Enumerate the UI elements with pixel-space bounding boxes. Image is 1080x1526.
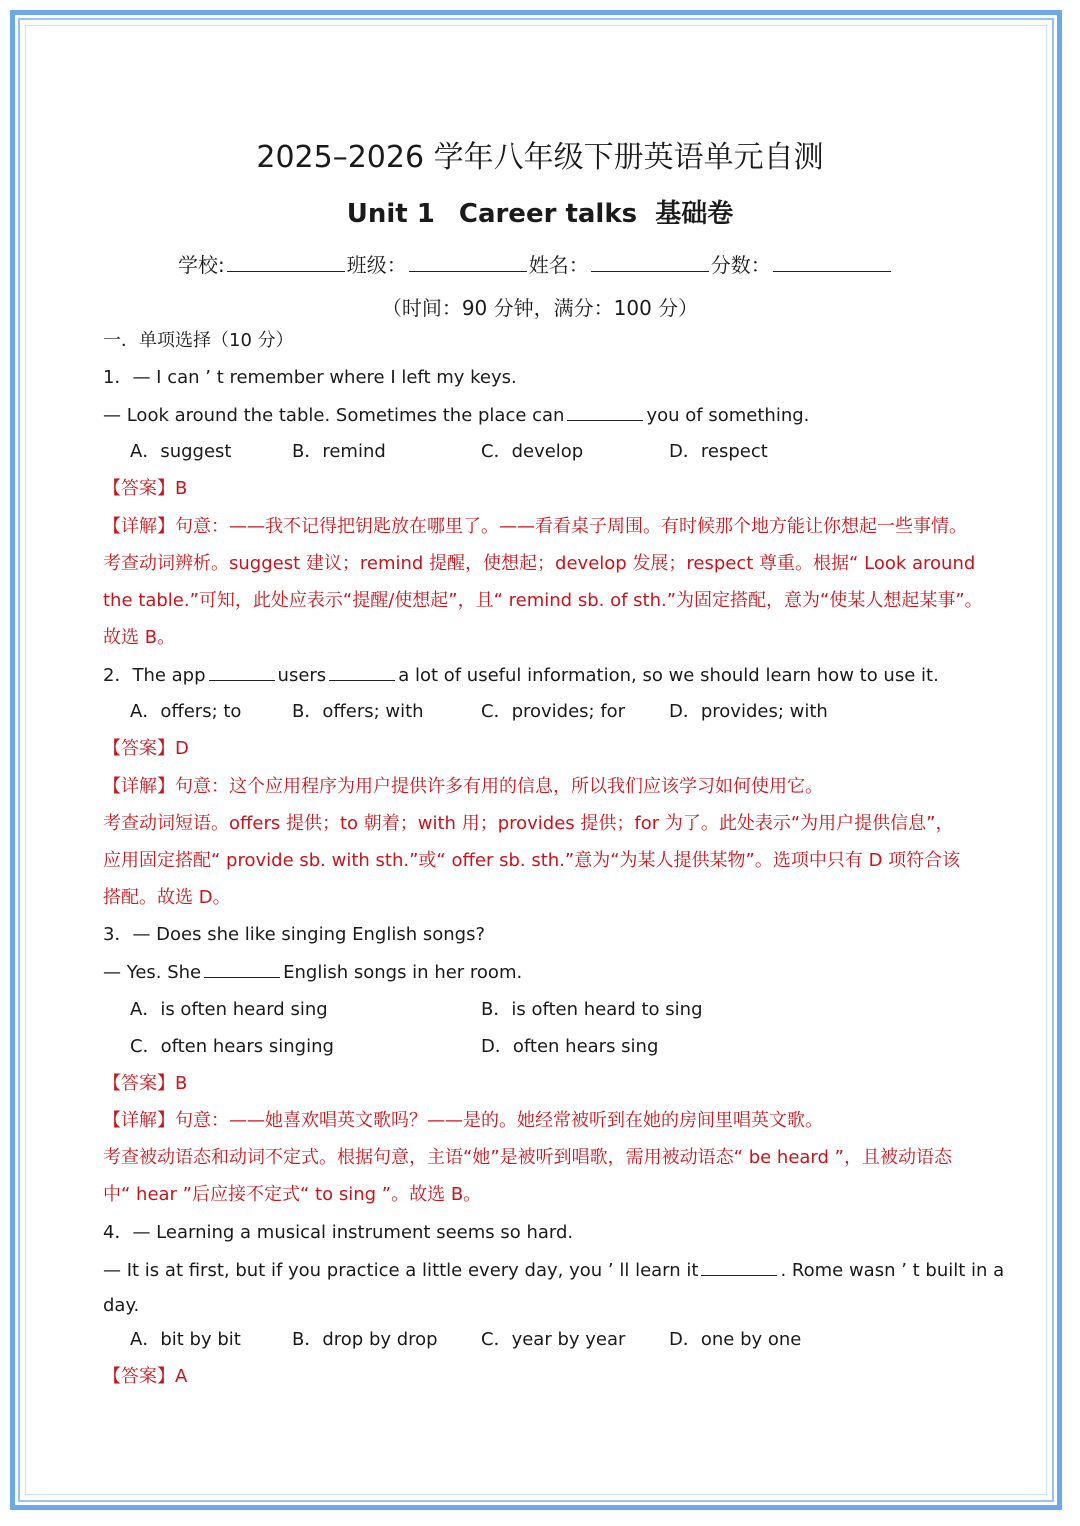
q1-line2-part-b: you of something. xyxy=(646,405,810,426)
q3-detail-line3: 中“ hear ”后应接不定式“ to sing ”。故选 B。 xyxy=(103,1184,482,1205)
q3-line1: 3．— Does she like singing English songs? xyxy=(103,924,486,945)
q1-line1: 1．— I can ’ t remember where I left my keys. xyxy=(103,367,517,388)
q2-blank-1 xyxy=(209,662,275,681)
q1-detail-line4: 故选 B。 xyxy=(103,627,176,648)
q3-line2 xyxy=(103,959,522,986)
q3-option-b: B．is often heard to sing xyxy=(481,999,703,1020)
q4-option-d: D．one by one xyxy=(669,1329,802,1350)
q4-option-a: A．bit by bit xyxy=(130,1329,241,1350)
q4-line2 xyxy=(103,1257,1004,1284)
unit-subtitle xyxy=(0,195,1080,233)
page-title: 2025–2026 学年八年级下册英语单元自测 xyxy=(256,140,824,175)
q4-line3: day. xyxy=(103,1295,140,1316)
school-blank xyxy=(227,251,345,272)
q3-line2-part-b: English songs in her room. xyxy=(283,962,523,983)
q4-answer: 【答案】A xyxy=(103,1366,188,1387)
unit-topic: Career talks xyxy=(458,199,638,229)
school-label: 学校: xyxy=(178,253,225,277)
q1-line2 xyxy=(103,402,809,429)
q3-option-c: C．often hears singing xyxy=(130,1036,334,1057)
q1-detail-line3: the table.”可知，此处应表示“提醒/使想起”，且“ remind sb. of sth.”为固定搭配，意为“使某人想起某事”。 xyxy=(103,590,983,611)
score-label: 分数： xyxy=(710,253,771,277)
q1-option-b: B．remind xyxy=(292,441,386,462)
score-blank xyxy=(773,251,891,272)
q1-line2-part-a: — Look around the table. Sometimes the place can xyxy=(103,405,565,426)
name-label: 姓名： xyxy=(528,253,589,277)
q2-option-a: A．offers; to xyxy=(130,701,242,722)
q3-detail-line2: 考查被动语态和动词不定式。根据句意，主语“她”是被听到唱歌，需用被动语态“ be heard ”，且被动语态 xyxy=(103,1147,952,1168)
q2-option-b: B．offers; with xyxy=(292,701,424,722)
unit-number: Unit 1 xyxy=(346,199,435,229)
q4-answer-blank xyxy=(701,1257,777,1276)
q2-line1-part-c: a lot of useful information, so we should learn how to use it. xyxy=(398,665,939,686)
q1-detail-line1: 【详解】句意：——我不记得把钥匙放在哪里了。——看看桌子周围。有时候那个地方能让你想起一些事情。 xyxy=(103,516,967,537)
q3-option-a: A．is often heard sing xyxy=(130,999,328,1020)
q2-line1-part-b: users xyxy=(277,665,327,686)
time-info: （时间：90 分钟，满分：100 分） xyxy=(381,296,699,320)
q3-answer-blank xyxy=(204,959,280,978)
q3-answer: 【答案】B xyxy=(103,1073,188,1094)
q1-answer-blank xyxy=(567,402,643,421)
q3-line2-part-a: — Yes. She xyxy=(103,962,202,983)
q2-line1-part-a: 2．The app xyxy=(103,665,206,686)
q1-option-a: A．suggest xyxy=(130,441,232,462)
paper-type: 基础卷 xyxy=(655,199,734,229)
q2-detail-line3: 应用固定搭配“ provide sb. with sth.”或“ offer sb. sth.”意为“为某人提供某物”。选项中只有 D 项符合该 xyxy=(103,850,961,871)
q1-option-d: D．respect xyxy=(669,441,768,462)
q4-line2-part-b: . Rome wasn ’ t built in a xyxy=(780,1260,1005,1281)
q2-answer: 【答案】D xyxy=(103,738,189,759)
q2-option-d: D．provides; with xyxy=(669,701,828,722)
q4-line1: 4．— Learning a musical instrument seems so hard. xyxy=(103,1222,574,1243)
q1-answer: 【答案】B xyxy=(103,478,188,499)
class-blank xyxy=(409,251,527,272)
name-blank xyxy=(591,251,709,272)
q4-line2-part-a: — It is at first, but if you practice a little every day, you ’ ll learn it xyxy=(103,1260,699,1281)
q2-blank-2 xyxy=(329,662,395,681)
section-heading: 一．单项选择（10 分） xyxy=(103,330,294,351)
q2-detail-line2: 考查动词短语。offers 提供；to 朝着；with 用；provides 提供；for 为了。此处表示“为用户提供信息”， xyxy=(103,813,954,834)
q1-option-c: C．develop xyxy=(481,441,584,462)
q3-detail-line1: 【详解】句意：——她喜欢唱英文歌吗？——是的。她经常被听到在她的房间里唱英文歌。 xyxy=(103,1110,823,1131)
class-label: 班级： xyxy=(346,253,407,277)
q3-option-d: D．often hears sing xyxy=(481,1036,659,1057)
q1-detail-line2: 考查动词辨析。suggest 建议；remind 提醒，使想起；develop 发展；respect 尊重。根据“ Look around xyxy=(103,553,976,574)
q4-option-b: B．drop by drop xyxy=(292,1329,438,1350)
q4-option-c: C．year by year xyxy=(481,1329,626,1350)
student-info-line xyxy=(178,250,893,280)
q2-detail-line1: 【详解】句意：这个应用程序为用户提供许多有用的信息，所以我们应该学习如何使用它。 xyxy=(103,776,823,797)
q2-option-c: C．provides; for xyxy=(481,701,626,722)
q2-detail-line4: 搭配。故选 D。 xyxy=(103,887,231,908)
q2-line1 xyxy=(103,662,939,689)
